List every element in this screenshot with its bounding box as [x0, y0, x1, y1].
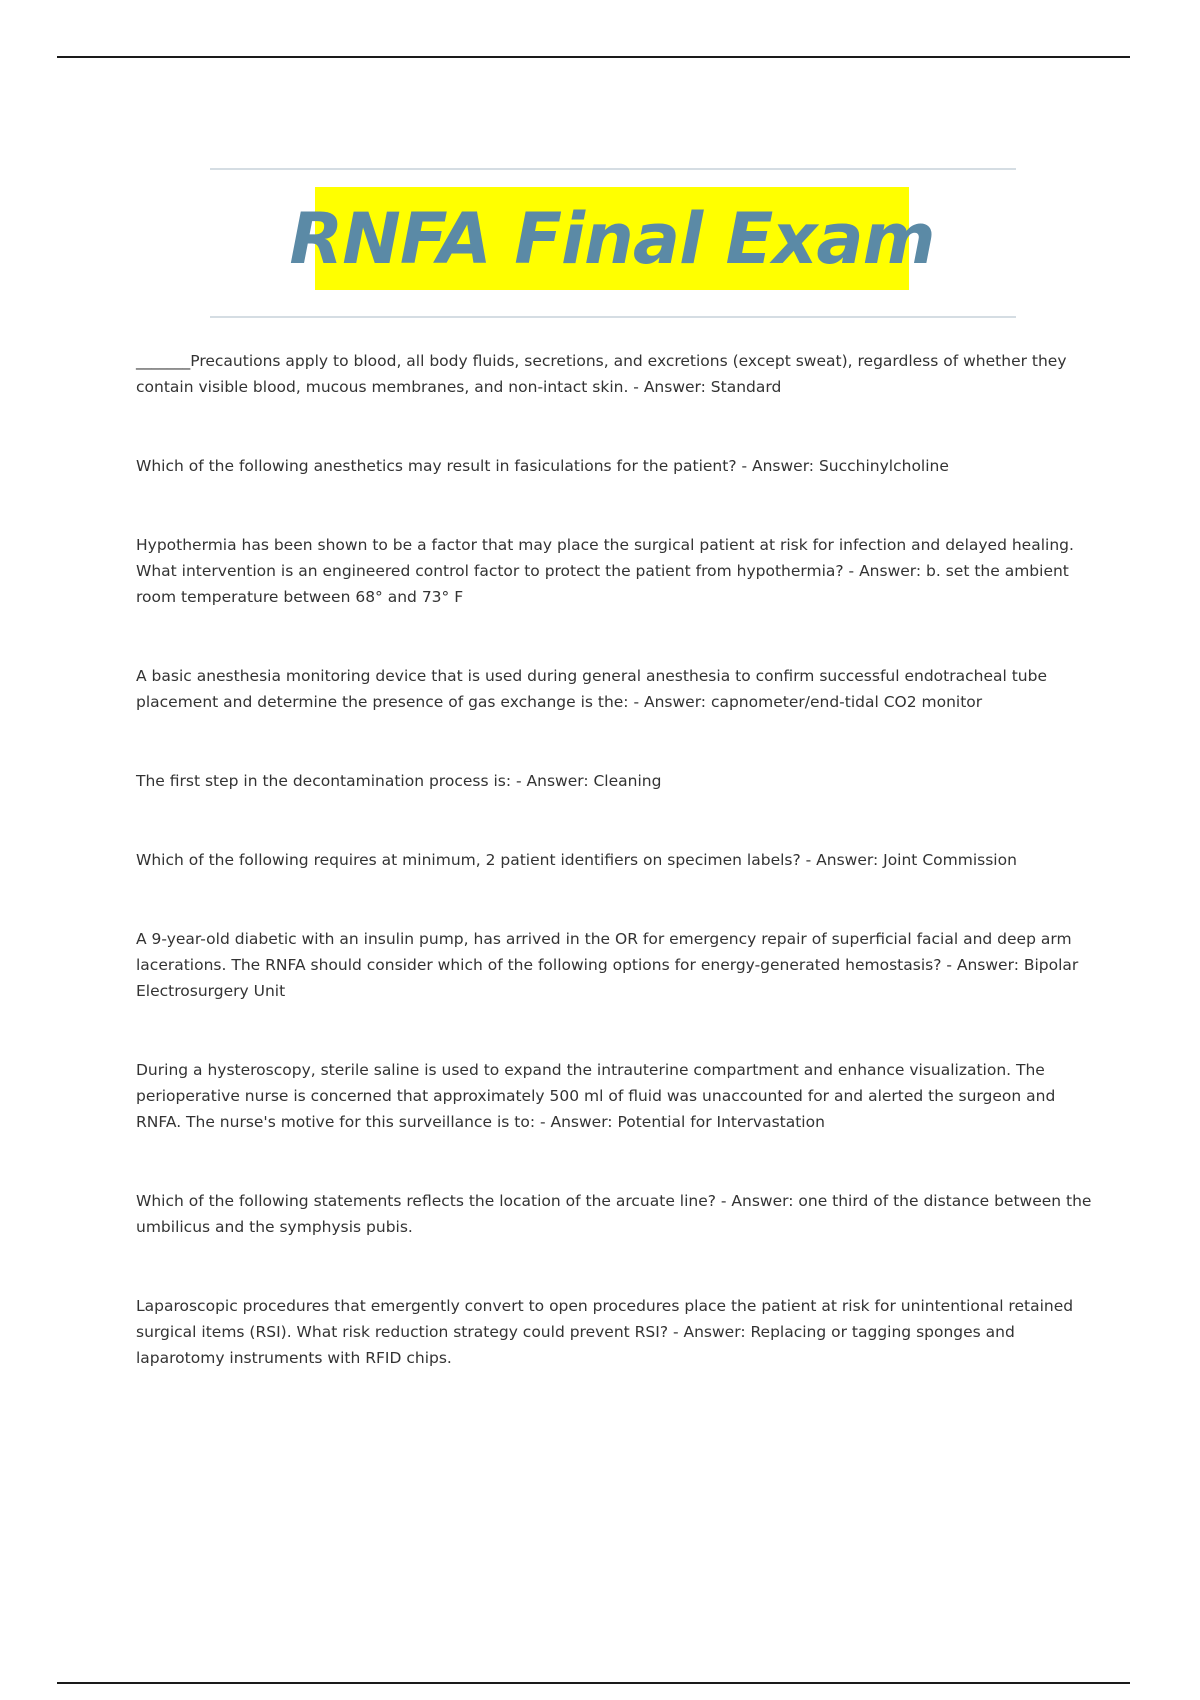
qa-item-9: Which of the following statements reflects the location of the arcuate line? - Answer: one third of the distance between the umbilicus and the symphysis pubis.	[136, 1192, 1092, 1236]
qa-item-3: Hypothermia has been shown to be a factor that may place the surgical patient at risk for infection and delayed healing. What intervention is an engineered control factor to protect the patient from hypothermia? - Answer: b. set the ambient room temperature between 68° and 73° F	[136, 536, 1074, 606]
qa-item-10: Laparoscopic procedures that emergently convert to open procedures place the patient at risk for unintentional retained surgical items (RSI). What risk reduction strategy could prevent RSI? - Answer: Replacing or tagging sponges and laparotomy instruments with RFID chips.	[136, 1297, 1074, 1367]
page-top-rule	[57, 56, 1130, 58]
page-bottom-rule	[57, 1682, 1130, 1684]
qa-item-1: _______Precautions apply to blood, all body fluids, secretions, and excretions (except sweat), regardless of whether they contain visible blood, mucous membranes, and non-intact skin. - Answer: Standard	[136, 352, 1067, 396]
qa-item-7: A 9-year-old diabetic with an insulin pump, has arrived in the OR for emergency repair of superficial facial and deep arm lacerations. The RNFA should consider which of the following options for energy-generated hemostasis? - Answer: Bipolar Electrosurgery Unit	[136, 930, 1079, 1000]
qa-item-2: Which of the following anesthetics may result in fasiculations for the patient? - Answer: Succhinylcholine	[136, 457, 949, 475]
question-answer-list	[136, 348, 1096, 1424]
title-upper-divider	[210, 168, 1016, 170]
qa-item-6: Which of the following requires at minimum, 2 patient identifiers on specimen labels? - Answer: Joint Commission	[136, 851, 1017, 869]
title-lower-divider	[210, 316, 1016, 318]
document-title: RNFA Final Exam	[289, 197, 935, 280]
qa-item-5: The first step in the decontamination process is: - Answer: Cleaning	[136, 772, 662, 790]
qa-item-8: During a hysteroscopy, sterile saline is used to expand the intrauterine compartment and enhance visualization. The perioperative nurse is concerned that approximately 500 ml of fluid was unaccounted for and alerted the surgeon and RNFA. The nurse's motive for this surveillance is to: - Answer: Potential for Intervastation	[136, 1061, 1056, 1131]
qa-item-4: A basic anesthesia monitoring device that is used during general anesthesia to confirm successful endotracheal tube placement and determine the presence of gas exchange is the: - Answer: capnometer/end-tidal CO2 monitor	[136, 667, 1047, 711]
title-highlight	[289, 187, 935, 290]
